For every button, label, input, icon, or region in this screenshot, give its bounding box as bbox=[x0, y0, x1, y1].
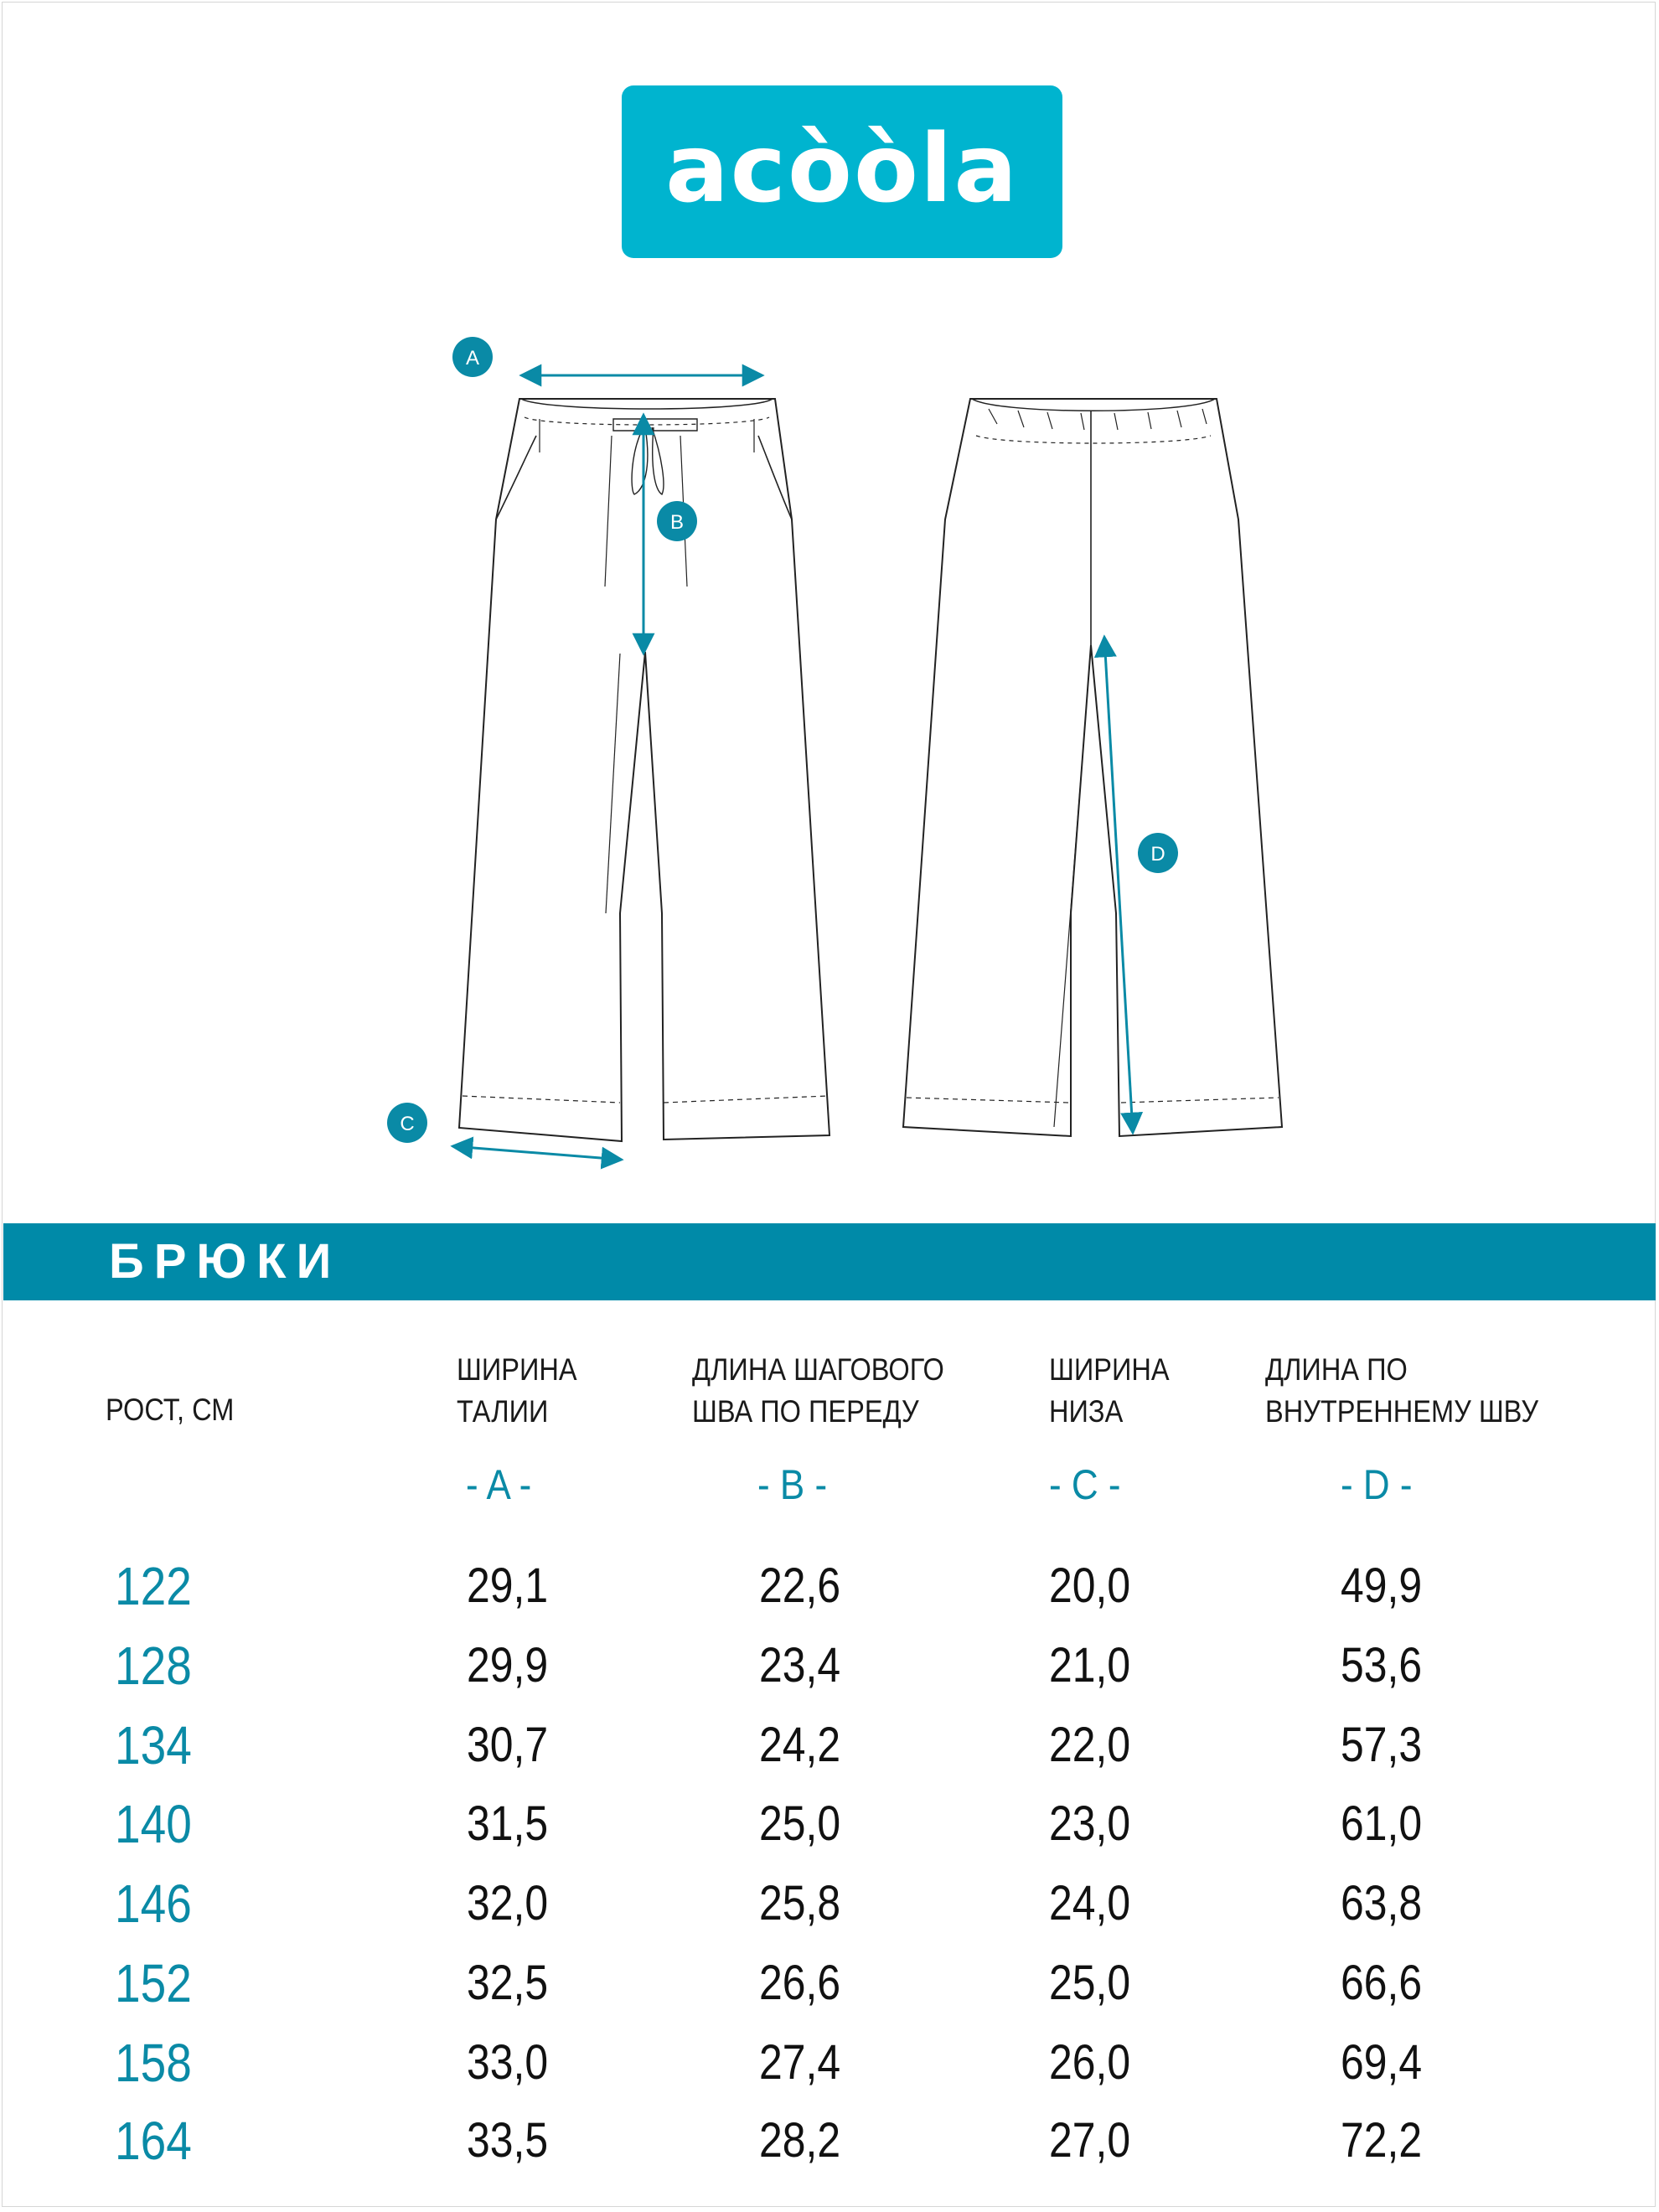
value-c-cell: 20,0 bbox=[1049, 1558, 1131, 1613]
value-b-cell: 27,4 bbox=[759, 2035, 841, 2090]
column-c-header-line1: ШИРИНА bbox=[1049, 1352, 1170, 1387]
column-b-header bbox=[692, 1349, 944, 1433]
section-title: БРЮКИ bbox=[109, 1234, 342, 1289]
table-row bbox=[0, 2034, 1659, 2109]
table-row bbox=[0, 2111, 1659, 2187]
marker-b bbox=[657, 501, 697, 541]
table-row bbox=[0, 1874, 1659, 1950]
value-c-cell: 21,0 bbox=[1049, 1638, 1131, 1693]
value-c-cell: 27,0 bbox=[1049, 2113, 1131, 2168]
column-d-header bbox=[1265, 1349, 1538, 1433]
table-row bbox=[0, 1795, 1659, 1870]
column-d-letter: - D - bbox=[1341, 1461, 1413, 1508]
table-row bbox=[0, 1716, 1659, 1791]
value-d-cell: 49,9 bbox=[1341, 1558, 1423, 1613]
value-d-cell: 57,3 bbox=[1341, 1718, 1423, 1772]
value-a-cell: 33,5 bbox=[467, 2113, 549, 2168]
value-c-cell: 24,0 bbox=[1049, 1876, 1131, 1930]
value-b-cell: 28,2 bbox=[759, 2113, 841, 2168]
value-d-cell: 69,4 bbox=[1341, 2035, 1423, 2090]
column-d-header-line2: ВНУТРЕННЕМУ ШВУ bbox=[1265, 1394, 1538, 1429]
height-cell: 152 bbox=[115, 1953, 192, 2013]
column-a-letter: - A - bbox=[466, 1461, 532, 1508]
marker-d bbox=[1138, 833, 1178, 873]
value-a-cell: 30,7 bbox=[467, 1718, 549, 1772]
column-c-letter: - C - bbox=[1049, 1461, 1121, 1508]
height-cell: 128 bbox=[115, 1636, 192, 1696]
value-c-cell: 25,0 bbox=[1049, 1956, 1131, 2010]
column-a-header-line1: ШИРИНА bbox=[457, 1352, 577, 1387]
marker-c bbox=[387, 1103, 427, 1143]
height-cell: 158 bbox=[115, 2033, 192, 2093]
value-b-cell: 26,6 bbox=[759, 1956, 841, 2010]
table-row bbox=[0, 1954, 1659, 2029]
height-column-header: РОСТ, СМ bbox=[106, 1393, 235, 1427]
height-cell: 134 bbox=[115, 1715, 192, 1775]
marker-b-label: B bbox=[669, 511, 685, 534]
value-d-cell: 63,8 bbox=[1341, 1876, 1423, 1930]
marker-a-label: A bbox=[465, 347, 480, 370]
height-cell: 164 bbox=[115, 2111, 192, 2171]
value-a-cell: 32,0 bbox=[467, 1876, 549, 1930]
table-row bbox=[0, 1557, 1659, 1632]
value-c-cell: 22,0 bbox=[1049, 1718, 1131, 1772]
value-a-cell: 32,5 bbox=[467, 1956, 549, 2010]
marker-a bbox=[452, 337, 493, 377]
section-band bbox=[3, 1223, 1656, 1300]
column-b-letter: - B - bbox=[757, 1461, 828, 1508]
value-a-cell: 29,1 bbox=[467, 1558, 549, 1613]
column-b-header-line2: ШВА ПО ПЕРЕДУ bbox=[692, 1394, 919, 1429]
height-cell: 146 bbox=[115, 1873, 192, 1934]
value-b-cell: 23,4 bbox=[759, 1638, 841, 1693]
column-b-header-line1: ДЛИНА ШАГОВОГО bbox=[692, 1352, 944, 1387]
marker-c-label: C bbox=[400, 1113, 415, 1135]
value-b-cell: 25,8 bbox=[759, 1876, 841, 1930]
value-d-cell: 61,0 bbox=[1341, 1796, 1423, 1851]
back-view-pants bbox=[903, 399, 1282, 1136]
column-c-header-line2: НИЗА bbox=[1049, 1394, 1124, 1429]
value-d-cell: 72,2 bbox=[1341, 2113, 1423, 2168]
height-cell: 140 bbox=[115, 1794, 192, 1854]
value-b-cell: 22,6 bbox=[759, 1558, 841, 1613]
value-b-cell: 24,2 bbox=[759, 1718, 841, 1772]
table-row bbox=[0, 1636, 1659, 1712]
column-a-header-line2: ТАЛИИ bbox=[457, 1394, 549, 1429]
value-a-cell: 31,5 bbox=[467, 1796, 549, 1851]
column-c-header bbox=[1049, 1349, 1170, 1433]
height-cell: 122 bbox=[115, 1556, 192, 1616]
brand-logo-text: acòòla bbox=[665, 115, 1019, 224]
value-c-cell: 26,0 bbox=[1049, 2035, 1131, 2090]
arrow-c-hem-width bbox=[452, 1146, 622, 1160]
value-b-cell: 25,0 bbox=[759, 1796, 841, 1851]
value-d-cell: 53,6 bbox=[1341, 1638, 1423, 1693]
column-d-header-line1: ДЛИНА ПО bbox=[1265, 1352, 1408, 1387]
value-a-cell: 29,9 bbox=[467, 1638, 549, 1693]
value-a-cell: 33,0 bbox=[467, 2035, 549, 2090]
value-c-cell: 23,0 bbox=[1049, 1796, 1131, 1851]
value-d-cell: 66,6 bbox=[1341, 1956, 1423, 2010]
marker-d-label: D bbox=[1150, 843, 1165, 866]
column-a-header bbox=[457, 1349, 577, 1433]
